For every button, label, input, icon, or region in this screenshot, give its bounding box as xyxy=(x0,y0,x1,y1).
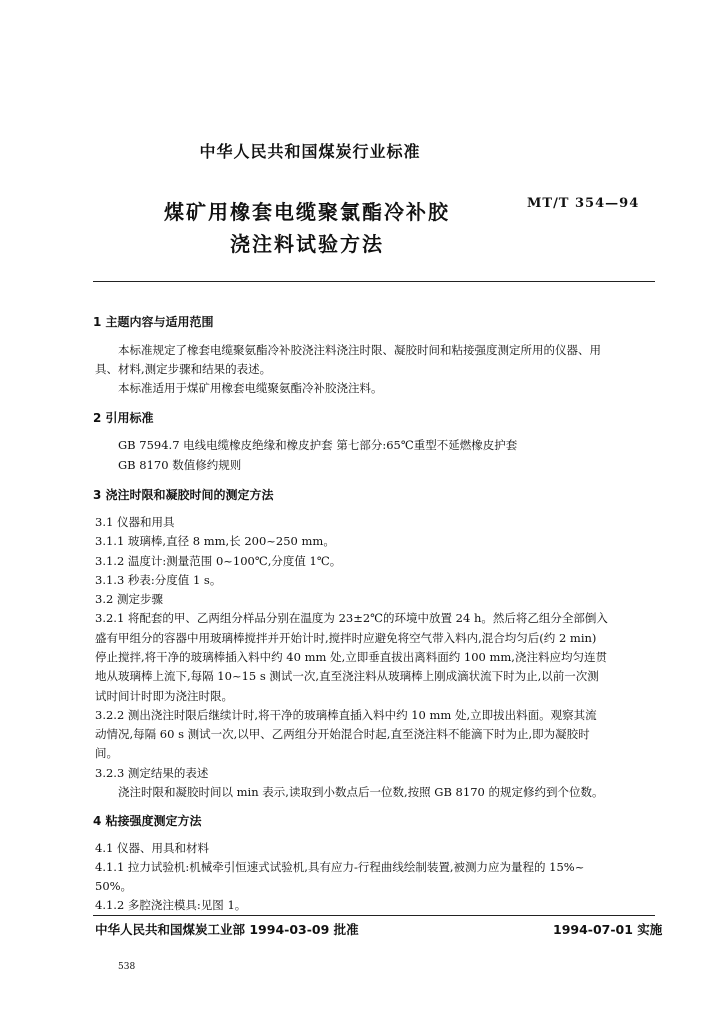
paragraph-line: 具、材料,测定步骤和结果的表述。 xyxy=(95,362,272,376)
reference-line: GB 8170 数值修约规则 xyxy=(118,458,242,472)
effective-date: 1994-07-01 实施 xyxy=(553,922,663,937)
paragraph-line: 间。 xyxy=(95,746,118,760)
clause-line: 3.1.2 温度计:测量范围 0~100℃,分度值 1℃。 xyxy=(95,554,342,568)
paragraph-line: 3.2.1 将配套的甲、乙两组分样品分别在温度为 23±2℃的环境中放置 24 h。然后将乙组分全部倒入 xyxy=(95,611,608,625)
paragraph-line: 浇注时限和凝胶时间以 min 表示,读取到小数点后一位数,按照 GB 8170 的规定修约到个位数。 xyxy=(118,785,604,799)
footer-rule xyxy=(93,915,655,916)
clause-line: 3.2.3 测定结果的表述 xyxy=(95,766,209,780)
paragraph-line: 50%。 xyxy=(95,879,133,893)
paragraph-line: 盛有甲组分的容器中用玻璃棒搅拌并开始计时,搅拌时应避免将空气带入料内,混合均匀后(约 2 min) xyxy=(95,631,597,645)
paragraph-line: 试时间计时即为浇注时限。 xyxy=(95,689,233,703)
section-heading: 1 主题内容与适用范围 xyxy=(93,315,214,329)
approval-line: 中华人民共和国煤炭工业部 1994-03-09 批准 xyxy=(95,922,359,937)
section-heading: 4 粘接强度测定方法 xyxy=(93,814,202,828)
paragraph-line: 4.1.1 拉力试验机:机械牵引恒速式试验机,具有应力-行程曲线绘制装置,被测力应为量程的 15%~ xyxy=(95,860,585,874)
section-heading: 2 引用标准 xyxy=(93,411,154,425)
clause-line: 4.1 仪器、用具和材料 xyxy=(95,841,209,855)
page-number: 538 xyxy=(118,962,136,972)
paragraph-line: 动情况,每隔 60 s 测试一次,以甲、乙两组分开始混合时起,直至浇注料不能滴下时为止,即为凝胶时 xyxy=(95,727,590,741)
paragraph-line: 本标准适用于煤矿用橡套电缆聚氨酯冷补胶浇注料。 xyxy=(118,381,383,395)
industry-standard-heading: 中华人民共和国煤炭行业标准 xyxy=(199,142,421,161)
section-heading: 3 浇注时限和凝胶时间的测定方法 xyxy=(93,488,274,502)
paragraph-line: 3.2.2 测出浇注时限后继续计时,将干净的玻璃棒直插入料中约 10 mm 处,立即拔出料面。观察其流 xyxy=(95,708,597,722)
header-rule xyxy=(93,281,655,282)
document-title-line-1: 煤矿用橡套电缆聚氯酯冷补胶 xyxy=(164,200,450,224)
document-title-line-2: 浇注料试验方法 xyxy=(230,232,384,256)
clause-line: 4.1.2 多腔浇注模具:见图 1。 xyxy=(95,898,247,912)
clause-line: 3.2 测定步骤 xyxy=(95,592,163,606)
paragraph-line: 本标准规定了橡套电缆聚氨酯冷补胶浇注料浇注时限、凝胶时间和粘接强度测定所用的仪器、用 xyxy=(118,343,601,357)
reference-line: GB 7594.7 电线电缆橡皮绝缘和橡皮护套 第七部分:65℃重型不延燃橡皮护套 xyxy=(118,438,518,452)
standard-code: MT/T 354—94 xyxy=(527,196,640,211)
clause-line: 3.1.1 玻璃棒,直径 8 mm,长 200~250 mm。 xyxy=(95,534,335,548)
clause-line: 3.1 仪器和用具 xyxy=(95,515,175,529)
paragraph-line: 地从玻璃棒上流下,每隔 10~15 s 测试一次,直至浇注料从玻璃棒上刚成滴状流下时为止,以前一次测 xyxy=(95,669,599,683)
clause-line: 3.1.3 秒表:分度值 1 s。 xyxy=(95,573,222,587)
paragraph-line: 停止搅拌,将干净的玻璃棒插入料中约 40 mm 处,立即垂直拔出离料面约 100 mm,浇注料应均匀连贯 xyxy=(95,650,607,664)
